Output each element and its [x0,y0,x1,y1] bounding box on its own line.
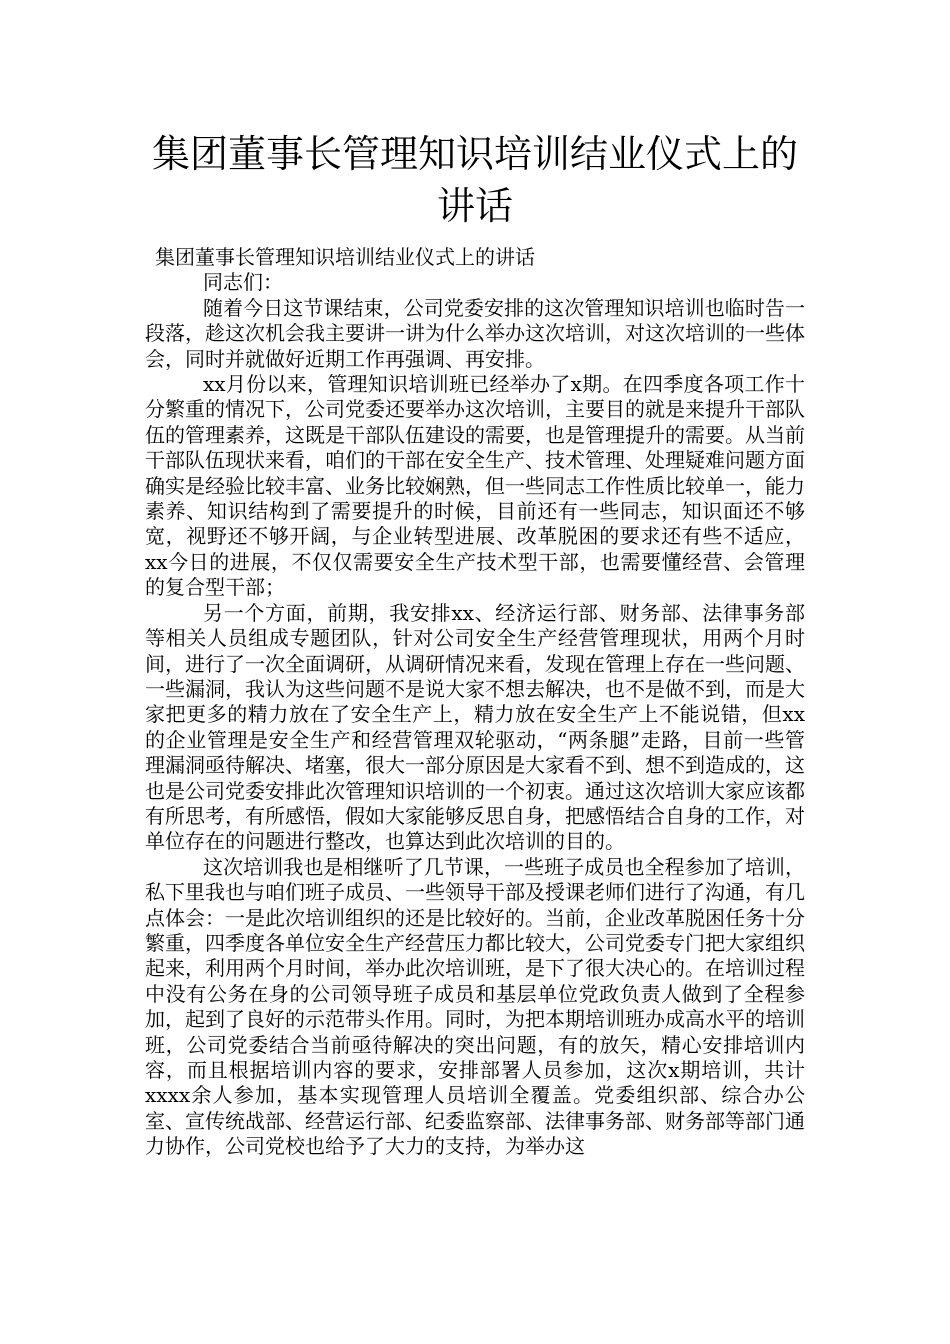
paragraph: 随着今日这节课结束，公司党委安排的这次管理知识培训也临时告一段落，趁这次机会我主要讲一讲为什么举办这次培训，对这次培训的一些体会，同时并就做好近期工作再强调、再安排。 [145,295,805,371]
document-title: 集团董事长管理知识培训结业仪式上的讲话 [151,132,798,228]
paragraph: 这次培训我也是相继听了几节课，一些班子成员也全程参加了培训，私下里我也与咱们班子成员、一些领导干部及授课老师们进行了沟通，有几点体会：一是此次培训组织的还是比较好的。当前，企业改革脱困任务十分繁重，四季度各单位安全生产经营压力都比较大，公司党委专门把大家组织起来，利用两个月时间，举办此次培训班，是下了很大决心的。在培训过程中没有公务在身的公司领导班子成员和基层单位党政负责人做到了全程参加，起到了良好的示范带头作用。同时，为把本期培训班办成高水平的培训班，公司党委结合当前亟待解决的突出问题，有的放矢，精心安排培训内容，而且根据培训内容的要求，安排部署人员参加，这次x期培训，共计xxxx余人参加，基本实现管理人员培训全覆盖。党委组织部、综合办公室、宣传统战部、经营运行部、纪委监察部、法律事务部、财务部等部门通力协作，公司党校也给予了大力的支持，为举办这 [145,854,805,1159]
document-body [145,245,805,1160]
paragraph: 另一个方面，前期，我安排xx、经济运行部、财务部、法律事务部等相关人员组成专题团队，针对公司安全生产经营管理现状，用两个月时间，进行了一次全面调研，从调研情况来看，发现在管理上存在一些问题、一些漏洞，我认为这些问题不是说大家不想去解决，也不是做不到，而是大家把更多的精力放在了安全生产上，精力放在安全生产上不能说错，但xx的企业管理是安全生产和经营管理双轮驱动，“两条腿”走路，目前一些管理漏洞亟待解决、堵塞，很大一部分原因是大家看不到、想不到造成的，这也是公司党委安排此次管理知识培训的一个初衷。通过这次培训大家应该都有所思考，有所感悟，假如大家能够反思自身，把感悟结合自身的工作，对单位存在的问题进行整改，也算达到此次培训的目的。 [145,600,805,854]
document-subtitle: 集团董事长管理知识培训结业仪式上的讲话 [155,245,535,269]
paragraph: xx月份以来，管理知识培训班已经举办了x期。在四季度各项工作十分繁重的情况下，公司党委还要举办这次培训，主要目的就是来提升干部队伍的管理素养，这既是干部队伍建设的需要，也是管理提升的需要。从当前干部队伍现状来看，咱们的干部在安全生产、技术管理、处理疑难问题方面确实是经验比较丰富、业务比较娴熟，但一些同志工作性质比较单一，能力素养、知识结构到了需要提升的时候，目前还有一些同志，知识面还不够宽，视野还不够开阔，与企业转型进展、改革脱困的要求还有些不适应，xx今日的进展，不仅仅需要安全生产技术型干部，也需要懂经营、会管理的复合型干部； [145,372,805,600]
greeting: 同志们： [203,270,283,295]
